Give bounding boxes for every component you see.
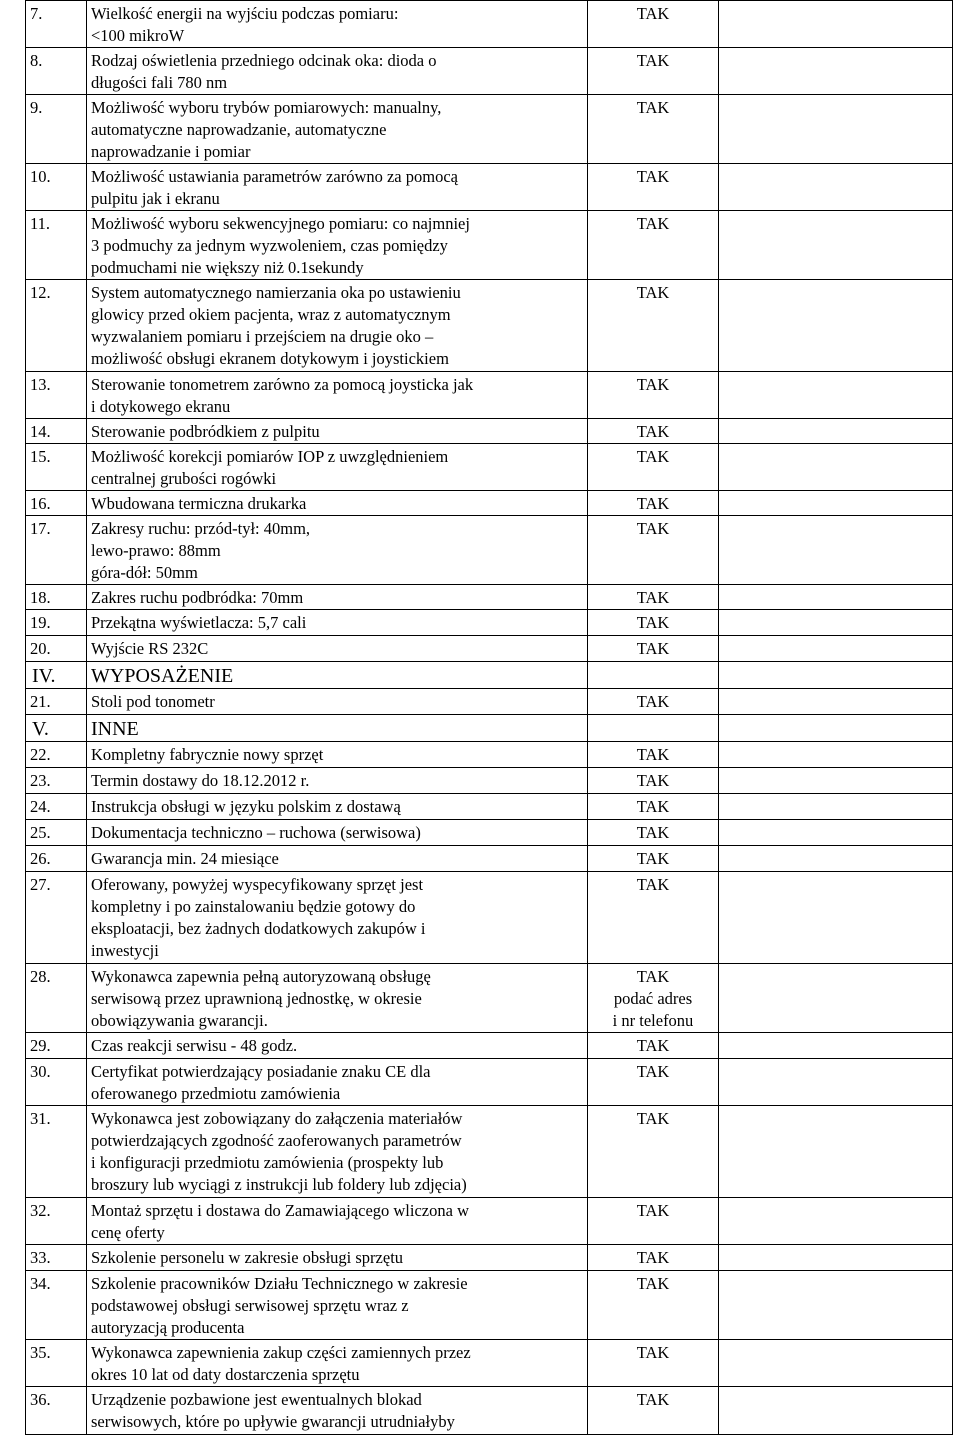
item-description: Certyfikat potwierdzający posiadanie znaku CE dla oferowanego przedmiotu zamówienia <box>87 1059 588 1106</box>
item-description: Rodzaj oświetlenia przedniego odcinak oka: dioda o długości fali 780 nm <box>87 48 588 95</box>
item-notes-cell[interactable] <box>719 48 953 95</box>
item-description: Stoli pod tonometr <box>87 689 588 715</box>
item-number: 27. <box>26 872 87 964</box>
item-description: Szkolenie personelu w zakresie obsługi sprzętu <box>87 1245 588 1271</box>
item-answer: TAK <box>588 1033 719 1059</box>
item-description: Szkolenie pracowników Działu Technicznego w zakresie podstawowej obsługi serwisowej sprzętu wraz z autoryzacją producenta <box>87 1271 588 1340</box>
item-number: 13. <box>26 372 87 419</box>
item-notes-cell[interactable] <box>719 585 953 610</box>
item-answer: TAK podać adres i nr telefonu <box>588 964 719 1033</box>
table-row <box>26 1 953 48</box>
item-answer: TAK <box>588 610 719 636</box>
table-row <box>26 794 953 820</box>
item-notes-cell[interactable] <box>719 715 953 742</box>
section-number: V. <box>26 715 87 742</box>
item-number: 36. <box>26 1387 87 1435</box>
item-answer: TAK <box>588 1387 719 1435</box>
item-description: Przekątna wyświetlacza: 5,7 cali <box>87 610 588 636</box>
item-answer: TAK <box>588 846 719 872</box>
item-description: Wykonawca jest zobowiązany do załączenia materiałów potwierdzających zgodność zaoferowanych parametrów i konfiguracji przedmiotu zamówienia (prospekty lub broszury lub wyciągi z instrukcji lub foldery lub zdjęcia) <box>87 1106 588 1198</box>
item-number: 10. <box>26 164 87 211</box>
item-notes-cell[interactable] <box>719 211 953 280</box>
table-row <box>26 372 953 419</box>
item-notes-cell[interactable] <box>719 964 953 1033</box>
item-answer: TAK <box>588 211 719 280</box>
item-answer: TAK <box>588 444 719 491</box>
item-notes-cell[interactable] <box>719 95 953 164</box>
item-notes-cell[interactable] <box>719 1059 953 1106</box>
item-number: 21. <box>26 689 87 715</box>
item-answer: TAK <box>588 689 719 715</box>
table-row <box>26 1059 953 1106</box>
item-number: 32. <box>26 1198 87 1245</box>
item-description: Wielkość energii na wyjściu podczas pomiaru: <100 mikroW <box>87 1 588 48</box>
item-number: 17. <box>26 516 87 585</box>
item-description: Sterowanie podbródkiem z pulpitu <box>87 419 588 444</box>
item-description: Sterowanie tonometrem zarówno za pomocą joysticka jak i dotykowego ekranu <box>87 372 588 419</box>
item-answer: TAK <box>588 372 719 419</box>
item-description: Czas reakcji serwisu - 48 godz. <box>87 1033 588 1059</box>
item-number: 8. <box>26 48 87 95</box>
item-number: 7. <box>26 1 87 48</box>
item-notes-cell[interactable] <box>719 164 953 211</box>
table-row <box>26 95 953 164</box>
table-row <box>26 211 953 280</box>
item-notes-cell[interactable] <box>719 1245 953 1271</box>
table-row <box>26 1245 953 1271</box>
item-answer: TAK <box>588 1271 719 1340</box>
table-row <box>26 846 953 872</box>
table-row <box>26 1340 953 1387</box>
item-number: 31. <box>26 1106 87 1198</box>
item-notes-cell[interactable] <box>719 872 953 964</box>
item-answer: TAK <box>588 636 719 662</box>
item-description: Możliwość korekcji pomiarów IOP z uwzględnieniem centralnej grubości rogówki <box>87 444 588 491</box>
table-row <box>26 1271 953 1340</box>
item-number: 19. <box>26 610 87 636</box>
item-notes-cell[interactable] <box>719 280 953 372</box>
table-row <box>26 516 953 585</box>
item-notes-cell[interactable] <box>719 419 953 444</box>
table-row <box>26 636 953 662</box>
table-row <box>26 768 953 794</box>
item-description: Urządzenie pozbawione jest ewentualnych blokad serwisowych, które po upływie gwarancji utrudniałyby <box>87 1387 588 1435</box>
section-heading-row <box>26 715 953 742</box>
item-number: 11. <box>26 211 87 280</box>
item-notes-cell[interactable] <box>719 1033 953 1059</box>
section-title: INNE <box>87 715 588 742</box>
item-description: Oferowany, powyżej wyspecyfikowany sprzęt jest kompletny i po zainstalowaniu będzie gotowy do eksploatacji, bez żadnych dodatkowych zakupów i inwestycji <box>87 872 588 964</box>
item-answer: TAK <box>588 1245 719 1271</box>
item-number: 35. <box>26 1340 87 1387</box>
item-number: 16. <box>26 491 87 516</box>
item-number: 9. <box>26 95 87 164</box>
table-row <box>26 491 953 516</box>
item-notes-cell[interactable] <box>719 1271 953 1340</box>
item-number: 23. <box>26 768 87 794</box>
item-notes-cell[interactable] <box>719 516 953 585</box>
item-description: Wbudowana termiczna drukarka <box>87 491 588 516</box>
item-description: System automatycznego namierzania oka po ustawieniu glowicy przed okiem pacjenta, wraz z automatycznym wyzwalaniem pomiaru i przejściem na drugie oko – możliwość obsługi ekranem dotykowym i joystickiem <box>87 280 588 372</box>
item-description: Możliwość wyboru sekwencyjnego pomiaru: co najmniej 3 podmuchy za jednym wyzwoleniem, czas pomiędzy podmuchami nie większy niż 0.1sekundy <box>87 211 588 280</box>
item-number: 30. <box>26 1059 87 1106</box>
item-answer: TAK <box>588 1106 719 1198</box>
item-answer: TAK <box>588 95 719 164</box>
item-number: 20. <box>26 636 87 662</box>
item-notes-cell[interactable] <box>719 768 953 794</box>
item-notes-cell[interactable] <box>719 1340 953 1387</box>
item-notes-cell[interactable] <box>719 662 953 689</box>
table-row <box>26 964 953 1033</box>
item-answer: TAK <box>588 1340 719 1387</box>
item-answer <box>588 662 719 689</box>
item-number: 14. <box>26 419 87 444</box>
item-description: Termin dostawy do 18.12.2012 r. <box>87 768 588 794</box>
table-row <box>26 48 953 95</box>
item-description: Możliwość wyboru trybów pomiarowych: manualny, automatyczne naprowadzanie, automatyczne naprowadzanie i pomiar <box>87 95 588 164</box>
item-description: Instrukcja obsługi w języku polskim z dostawą <box>87 794 588 820</box>
item-notes-cell[interactable] <box>719 1 953 48</box>
table-row <box>26 872 953 964</box>
section-heading-row <box>26 662 953 689</box>
table-row <box>26 444 953 491</box>
table-row <box>26 1387 953 1435</box>
item-description: Gwarancja min. 24 miesiące <box>87 846 588 872</box>
item-number: 18. <box>26 585 87 610</box>
item-answer: TAK <box>588 419 719 444</box>
item-notes-cell[interactable] <box>719 820 953 846</box>
item-notes-cell[interactable] <box>719 636 953 662</box>
table-row <box>26 1106 953 1198</box>
item-number: 15. <box>26 444 87 491</box>
item-description: Możliwość ustawiania parametrów zarówno za pomocą pulpitu jak i ekranu <box>87 164 588 211</box>
item-notes-cell[interactable] <box>719 1198 953 1245</box>
item-description: Wyjście RS 232C <box>87 636 588 662</box>
item-answer: TAK <box>588 1059 719 1106</box>
item-number: 34. <box>26 1271 87 1340</box>
item-notes-cell[interactable] <box>719 610 953 636</box>
item-answer: TAK <box>588 516 719 585</box>
item-number: 33. <box>26 1245 87 1271</box>
item-description: Wykonawca zapewnia pełną autoryzowaną obsługę serwisową przez uprawnioną jednostkę, w okresie obowiązywania gwarancji. <box>87 964 588 1033</box>
item-answer: TAK <box>588 1 719 48</box>
item-notes-cell[interactable] <box>719 794 953 820</box>
item-answer: TAK <box>588 280 719 372</box>
item-answer: TAK <box>588 48 719 95</box>
table-row <box>26 610 953 636</box>
item-description: Wykonawca zapewnienia zakup części zamiennych przez okres 10 lat od daty dostarczenia sprzętu <box>87 1340 588 1387</box>
item-number: 12. <box>26 280 87 372</box>
item-answer <box>588 715 719 742</box>
table-row <box>26 419 953 444</box>
item-description: Zakresy ruchu: przód-tył: 40mm, lewo-prawo: 88mm góra-dół: 50mm <box>87 516 588 585</box>
item-description: Kompletny fabrycznie nowy sprzęt <box>87 742 588 768</box>
item-description: Dokumentacja techniczno – ruchowa (serwisowa) <box>87 820 588 846</box>
item-notes-cell[interactable] <box>719 689 953 715</box>
item-answer: TAK <box>588 742 719 768</box>
item-number: 22. <box>26 742 87 768</box>
item-answer: TAK <box>588 1198 719 1245</box>
item-answer: TAK <box>588 794 719 820</box>
table-row <box>26 1033 953 1059</box>
item-notes-cell[interactable] <box>719 742 953 768</box>
item-answer: TAK <box>588 872 719 964</box>
item-number: 26. <box>26 846 87 872</box>
item-number: 25. <box>26 820 87 846</box>
item-answer: TAK <box>588 491 719 516</box>
item-answer: TAK <box>588 164 719 211</box>
item-description: Zakres ruchu podbródka: 70mm <box>87 585 588 610</box>
item-notes-cell[interactable] <box>719 372 953 419</box>
section-title: WYPOSAŻENIE <box>87 662 588 689</box>
table-row <box>26 742 953 768</box>
item-number: 24. <box>26 794 87 820</box>
item-number: 28. <box>26 964 87 1033</box>
specification-table-body <box>26 1 953 1435</box>
specification-table <box>25 0 953 1435</box>
item-notes-cell[interactable] <box>719 444 953 491</box>
item-answer: TAK <box>588 768 719 794</box>
table-row <box>26 1198 953 1245</box>
item-number: 29. <box>26 1033 87 1059</box>
item-notes-cell[interactable] <box>719 491 953 516</box>
item-answer: TAK <box>588 585 719 610</box>
item-answer: TAK <box>588 820 719 846</box>
table-row <box>26 164 953 211</box>
table-row <box>26 280 953 372</box>
table-row <box>26 820 953 846</box>
item-notes-cell[interactable] <box>719 1106 953 1198</box>
table-row <box>26 585 953 610</box>
item-description: Montaż sprzętu i dostawa do Zamawiającego wliczona w cenę oferty <box>87 1198 588 1245</box>
item-notes-cell[interactable] <box>719 1387 953 1435</box>
section-number: IV. <box>26 662 87 689</box>
item-notes-cell[interactable] <box>719 846 953 872</box>
table-row <box>26 689 953 715</box>
